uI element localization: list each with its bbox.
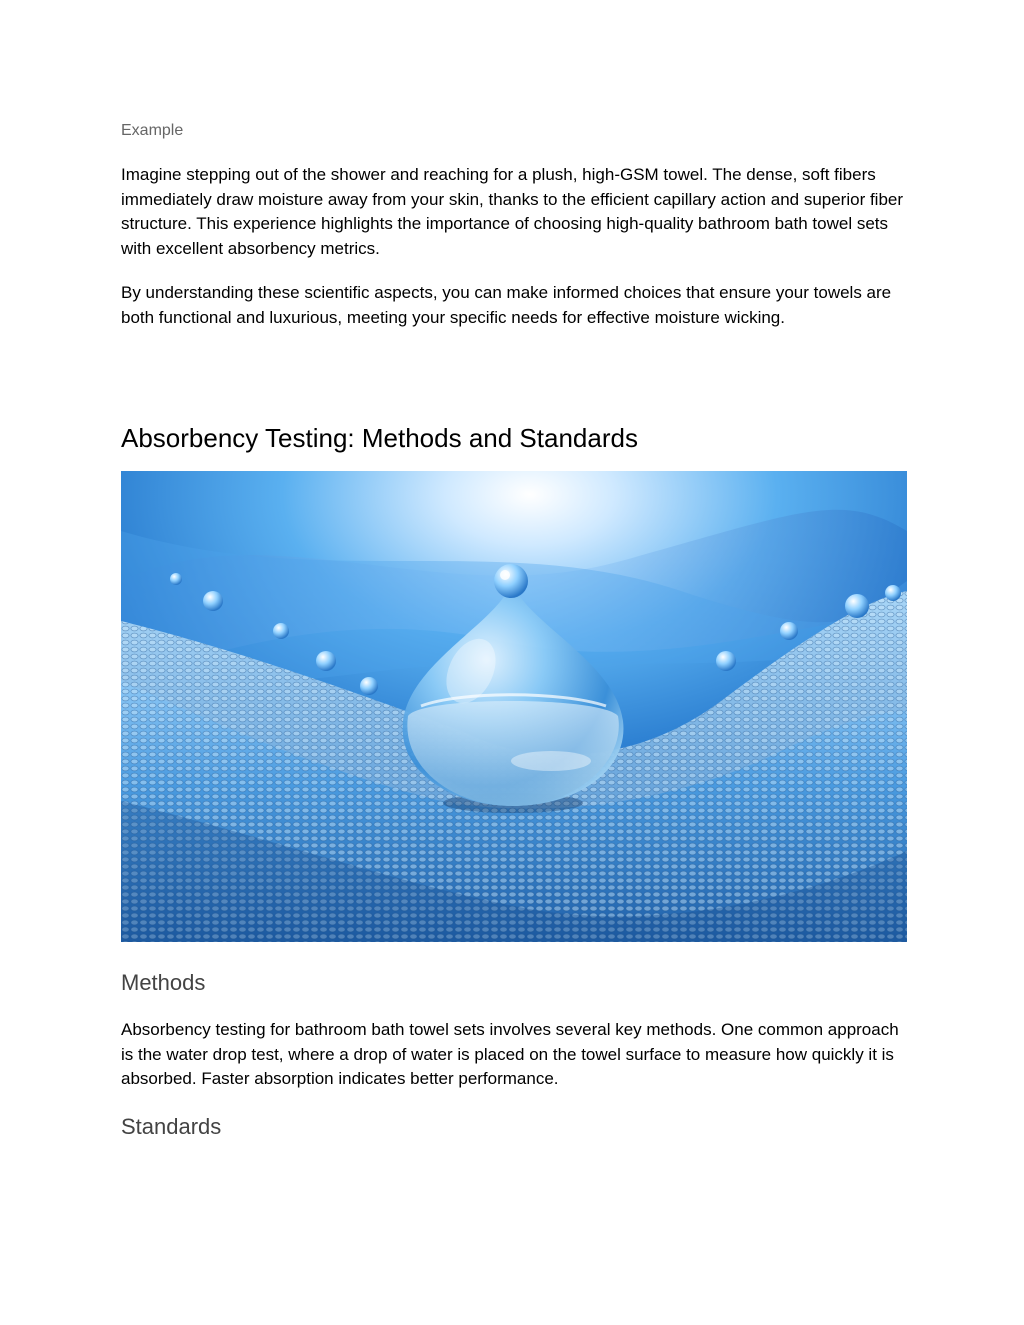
water-drop-on-towel-image xyxy=(121,471,907,942)
example-label: Example xyxy=(121,122,184,139)
standards-heading: Standards xyxy=(121,1114,222,1139)
paragraph-methods: Absorbency testing for bathroom bath towel sets involves several key methods. One common approach is the water drop test, where a drop of water is placed on the towel surface to measure how quickly it is absorbed. Faster absorption indicates better performance. xyxy=(121,1020,899,1088)
section-title: Absorbency Testing: Methods and Standards xyxy=(121,423,638,453)
methods-heading: Methods xyxy=(121,970,206,995)
paragraph-understanding: By understanding these scientific aspects, you can make informed choices that ensure your towels are both functional and luxurious, meeting your specific needs for effective moisture wicking. xyxy=(121,283,892,327)
paragraph-imagine: Imagine stepping out of the shower and reaching for a plush, high-GSM towel. The dense, soft fibers immediately draw moisture away from your skin, thanks to the efficient capillary action and superior fiber structure. This experience highlights the importance of choosing high-quality bathroom bath towel sets with excellent absorbency metrics. xyxy=(121,165,904,258)
